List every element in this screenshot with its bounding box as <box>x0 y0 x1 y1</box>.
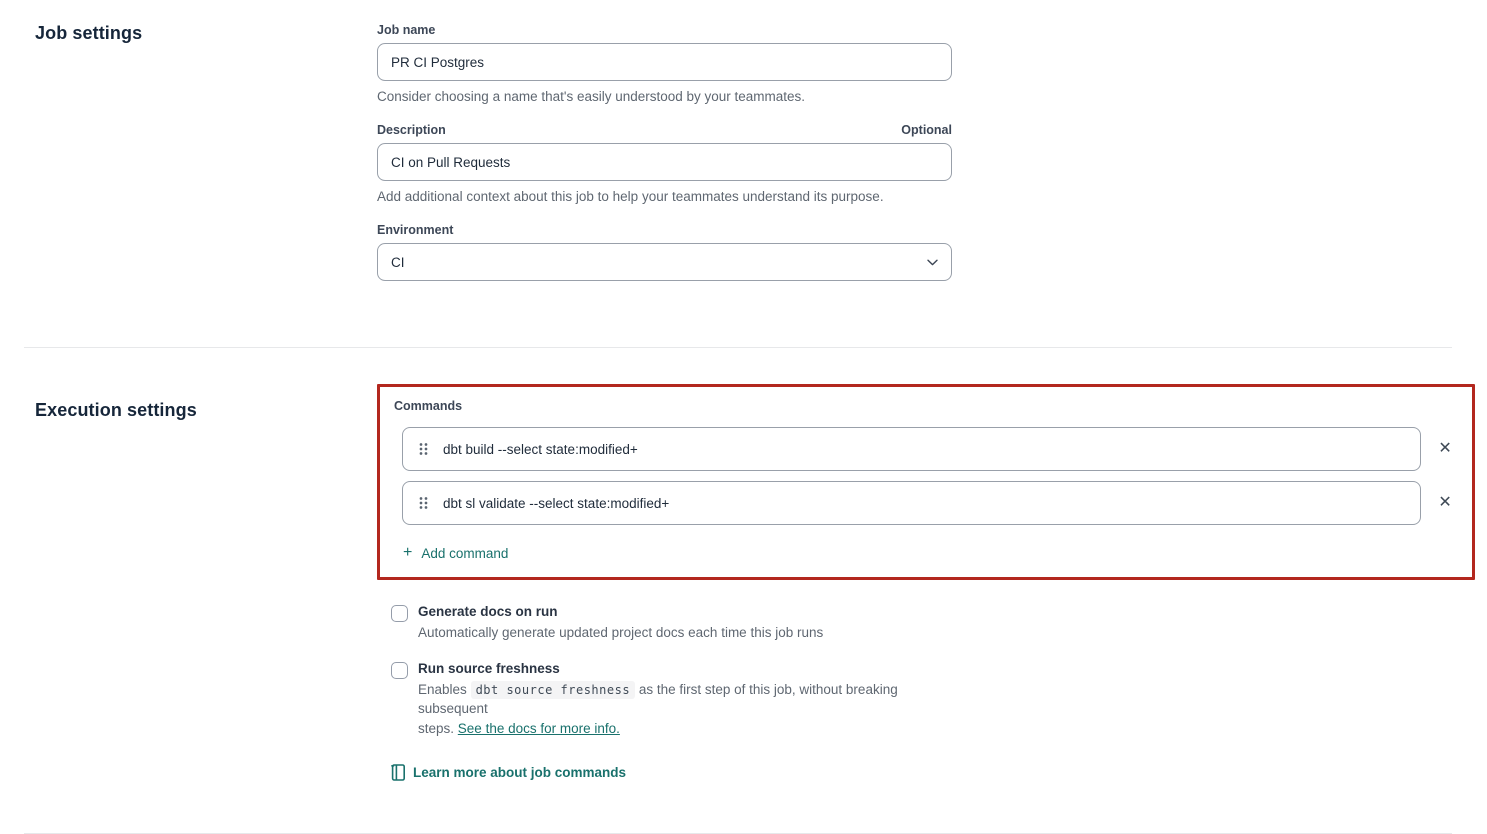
run-source-freshness-label: Run source freshness <box>418 660 560 676</box>
freshness-desc-line2: steps. <box>418 720 455 736</box>
execution-settings-heading: Execution settings <box>35 400 197 420</box>
add-command-label: Add command <box>421 545 509 561</box>
job-settings-heading: Job settings <box>35 23 143 43</box>
commands-label: Commands <box>394 399 463 413</box>
add-command-button[interactable] <box>403 545 508 561</box>
learn-more-label: Learn more about job commands <box>413 765 627 781</box>
generate-docs-checkbox[interactable] <box>391 605 408 622</box>
description-helper: Add additional context about this job to help your teammates understand its purpose. <box>377 189 884 204</box>
description-field-group <box>377 123 952 204</box>
freshness-desc-before: Enables <box>418 681 467 697</box>
remove-command-button[interactable] <box>1432 490 1458 516</box>
job-name-helper: Consider choosing a name that's easily understood by your teammates. <box>377 89 806 104</box>
job-name-field-group <box>377 23 952 104</box>
command-input-wrap <box>402 481 1421 525</box>
environment-label: Environment <box>377 223 454 237</box>
execution-settings-section <box>0 384 1487 786</box>
run-source-freshness-group <box>391 661 1477 739</box>
command-input[interactable] <box>443 442 1406 457</box>
job-name-input[interactable] <box>377 43 952 81</box>
learn-more-link[interactable] <box>391 764 626 781</box>
environment-select[interactable] <box>377 243 952 281</box>
description-input[interactable] <box>377 143 952 181</box>
close-icon: ✕ <box>1438 494 1452 511</box>
job-name-label: Job name <box>377 23 436 37</box>
section-divider <box>24 347 1452 348</box>
generate-docs-group <box>391 604 1477 643</box>
freshness-desc-after: as the first step of this job, without breaking subsequent <box>418 681 898 717</box>
close-icon: ✕ <box>1438 440 1452 457</box>
command-row <box>402 427 1458 471</box>
run-source-freshness-checkbox[interactable] <box>391 662 408 679</box>
remove-command-button[interactable] <box>1432 436 1458 462</box>
environment-field-group <box>377 223 952 281</box>
drag-handle-icon[interactable] <box>417 440 430 458</box>
plus-icon: + <box>403 544 413 561</box>
description-label: Description <box>377 123 446 137</box>
drag-handle-icon[interactable] <box>417 494 430 512</box>
run-source-freshness-description <box>418 680 958 739</box>
generate-docs-label: Generate docs on run <box>418 604 558 619</box>
environment-selected-value: CI <box>391 254 405 270</box>
freshness-inline-code: dbt source freshness <box>471 681 636 699</box>
command-input[interactable] <box>443 496 1406 511</box>
commands-highlight-box <box>377 384 1475 580</box>
description-optional-tag: Optional <box>901 123 952 137</box>
chevron-down-icon <box>927 259 938 266</box>
freshness-docs-link[interactable]: See the docs for more info. <box>457 720 620 736</box>
command-input-wrap <box>402 427 1421 471</box>
command-row <box>402 481 1458 525</box>
generate-docs-description: Automatically generate updated project docs each time this job runs <box>418 625 824 640</box>
book-icon <box>391 764 405 781</box>
job-settings-section <box>0 0 1487 300</box>
